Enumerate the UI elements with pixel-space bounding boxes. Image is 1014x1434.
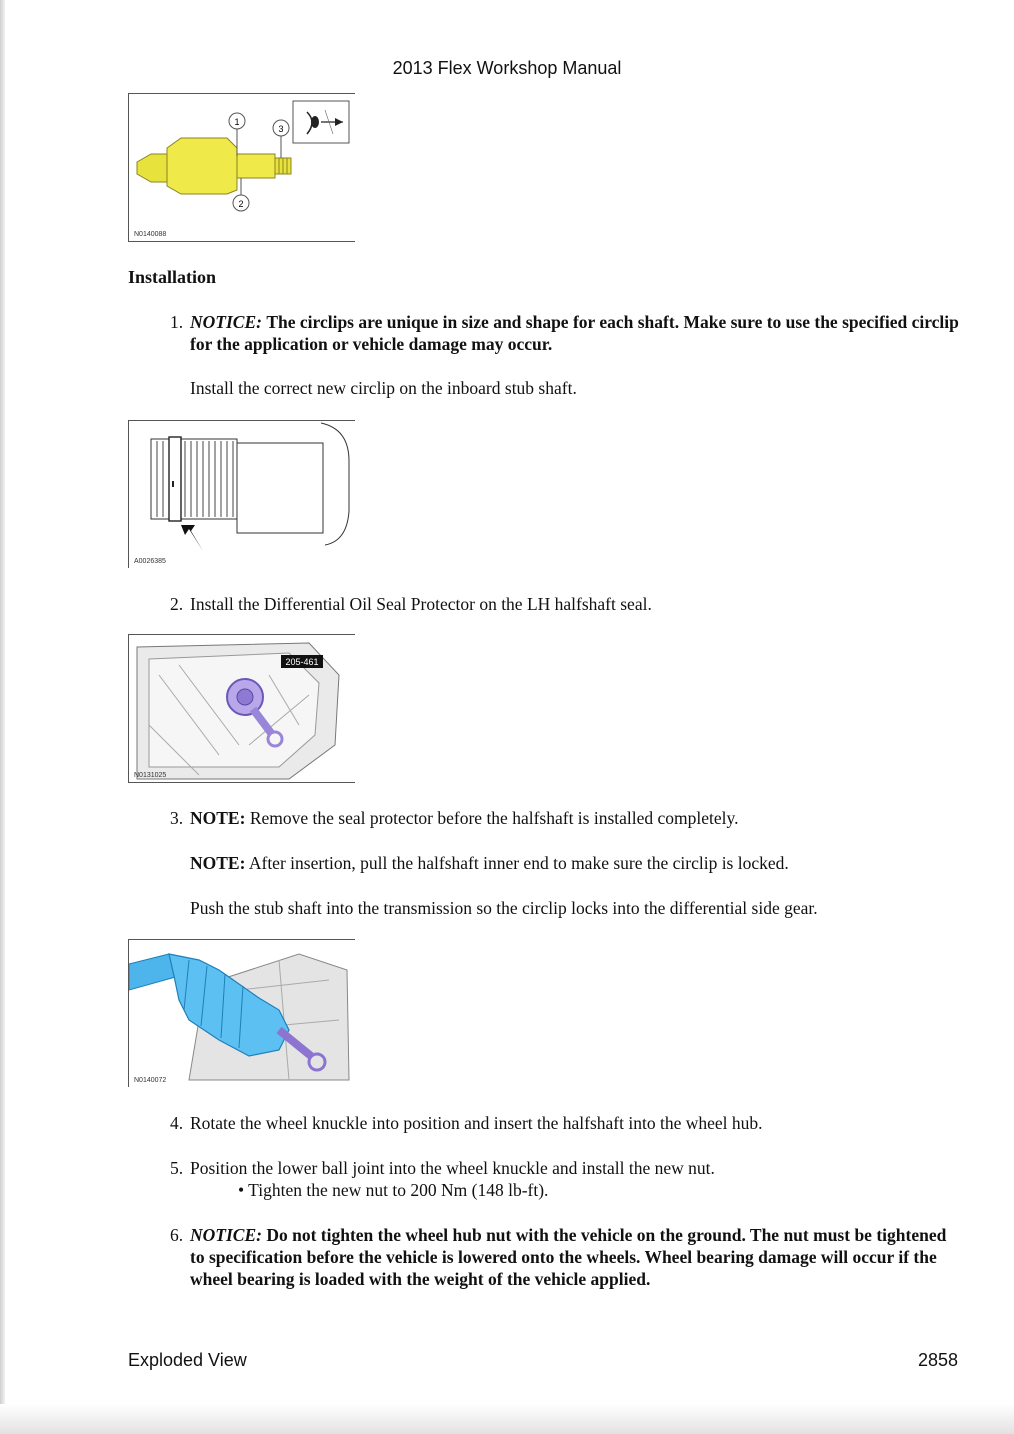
circlip-illustration bbox=[129, 421, 355, 568]
step-4 bbox=[170, 1112, 960, 1134]
figure-seal-protector bbox=[128, 634, 355, 783]
notice-text: Do not tighten the wheel hub nut with the vehicle on the ground. The nut must be tightened to specification before the vehicle is lowered onto the wheels. Wheel bearing damage will occur if the wheel bearing is loaded with the weight of the vehicle applied. bbox=[190, 1225, 947, 1289]
step-number: 3. bbox=[170, 808, 184, 828]
note-text: Remove the seal protector before the halfshaft is installed completely. bbox=[249, 808, 739, 828]
notice-text: The circlips are unique in size and shape for each shaft. Make sure to use the specified circlip for the application or vehicle damage may occur. bbox=[190, 312, 959, 354]
page-bottom-edge bbox=[0, 1404, 1014, 1434]
notice-label: NOTICE: bbox=[190, 1225, 262, 1245]
step-text: Install the correct new circlip on the inboard stub shaft. bbox=[190, 378, 577, 398]
callout-3-label: 3 bbox=[278, 124, 284, 134]
page-left-edge bbox=[0, 0, 5, 1434]
callout-2-label: 2 bbox=[238, 199, 244, 209]
step-text: Push the stub shaft into the transmission so the circlip locks into the differential side gear. bbox=[190, 898, 818, 918]
manual-title: 2013 Flex Workshop Manual bbox=[392, 58, 622, 78]
step-6 bbox=[170, 1224, 960, 1290]
figure-id: N0131025 bbox=[134, 772, 167, 779]
step-text: Rotate the wheel knuckle into position and insert the halfshaft into the wheel hub. bbox=[190, 1113, 763, 1133]
note-label: NOTE: bbox=[190, 808, 246, 828]
stub-shaft-illustration bbox=[129, 94, 355, 241]
step-number: 2. bbox=[170, 594, 184, 614]
tool-number-label: 205-461 bbox=[285, 657, 319, 667]
figure-halfshaft-install bbox=[128, 939, 355, 1087]
figure-id: N0140072 bbox=[134, 1077, 167, 1084]
notice-label: NOTICE: bbox=[190, 312, 262, 332]
step-number: 4. bbox=[170, 1113, 184, 1133]
step-text: Install the Differential Oil Seal Protector on the LH halfshaft seal. bbox=[190, 594, 652, 614]
step-2 bbox=[170, 593, 960, 615]
circlip-shape bbox=[169, 437, 181, 521]
step-3 bbox=[170, 807, 960, 919]
page-number: 2858 bbox=[917, 1350, 958, 1370]
callout-1-label: 1 bbox=[234, 117, 240, 127]
bullet-item: • Tighten the new nut to 200 Nm (148 lb-ft). bbox=[238, 1180, 549, 1200]
figure-id: A0026385 bbox=[134, 558, 166, 565]
seal-protector-illustration bbox=[129, 635, 355, 782]
figure-circlip bbox=[128, 420, 355, 568]
step-1 bbox=[170, 311, 960, 399]
note-label: NOTE: bbox=[190, 853, 246, 873]
section-heading: Installation bbox=[128, 267, 217, 287]
step-text: Position the lower ball joint into the wheel knuckle and install the new nut. bbox=[190, 1158, 715, 1178]
step-number: 5. bbox=[170, 1158, 184, 1178]
step-5 bbox=[170, 1157, 960, 1201]
figure-id: N0140088 bbox=[134, 231, 167, 238]
step-number: 6. bbox=[170, 1225, 184, 1245]
halfshaft-illustration bbox=[129, 940, 355, 1087]
footer-section-name: Exploded View bbox=[128, 1350, 247, 1370]
note-text: After insertion, pull the halfshaft inner end to make sure the circlip is locked. bbox=[248, 853, 789, 873]
step-number: 1. bbox=[170, 312, 184, 332]
pointer-arrow-icon bbox=[181, 525, 203, 551]
figure-stub-shaft bbox=[128, 93, 355, 242]
